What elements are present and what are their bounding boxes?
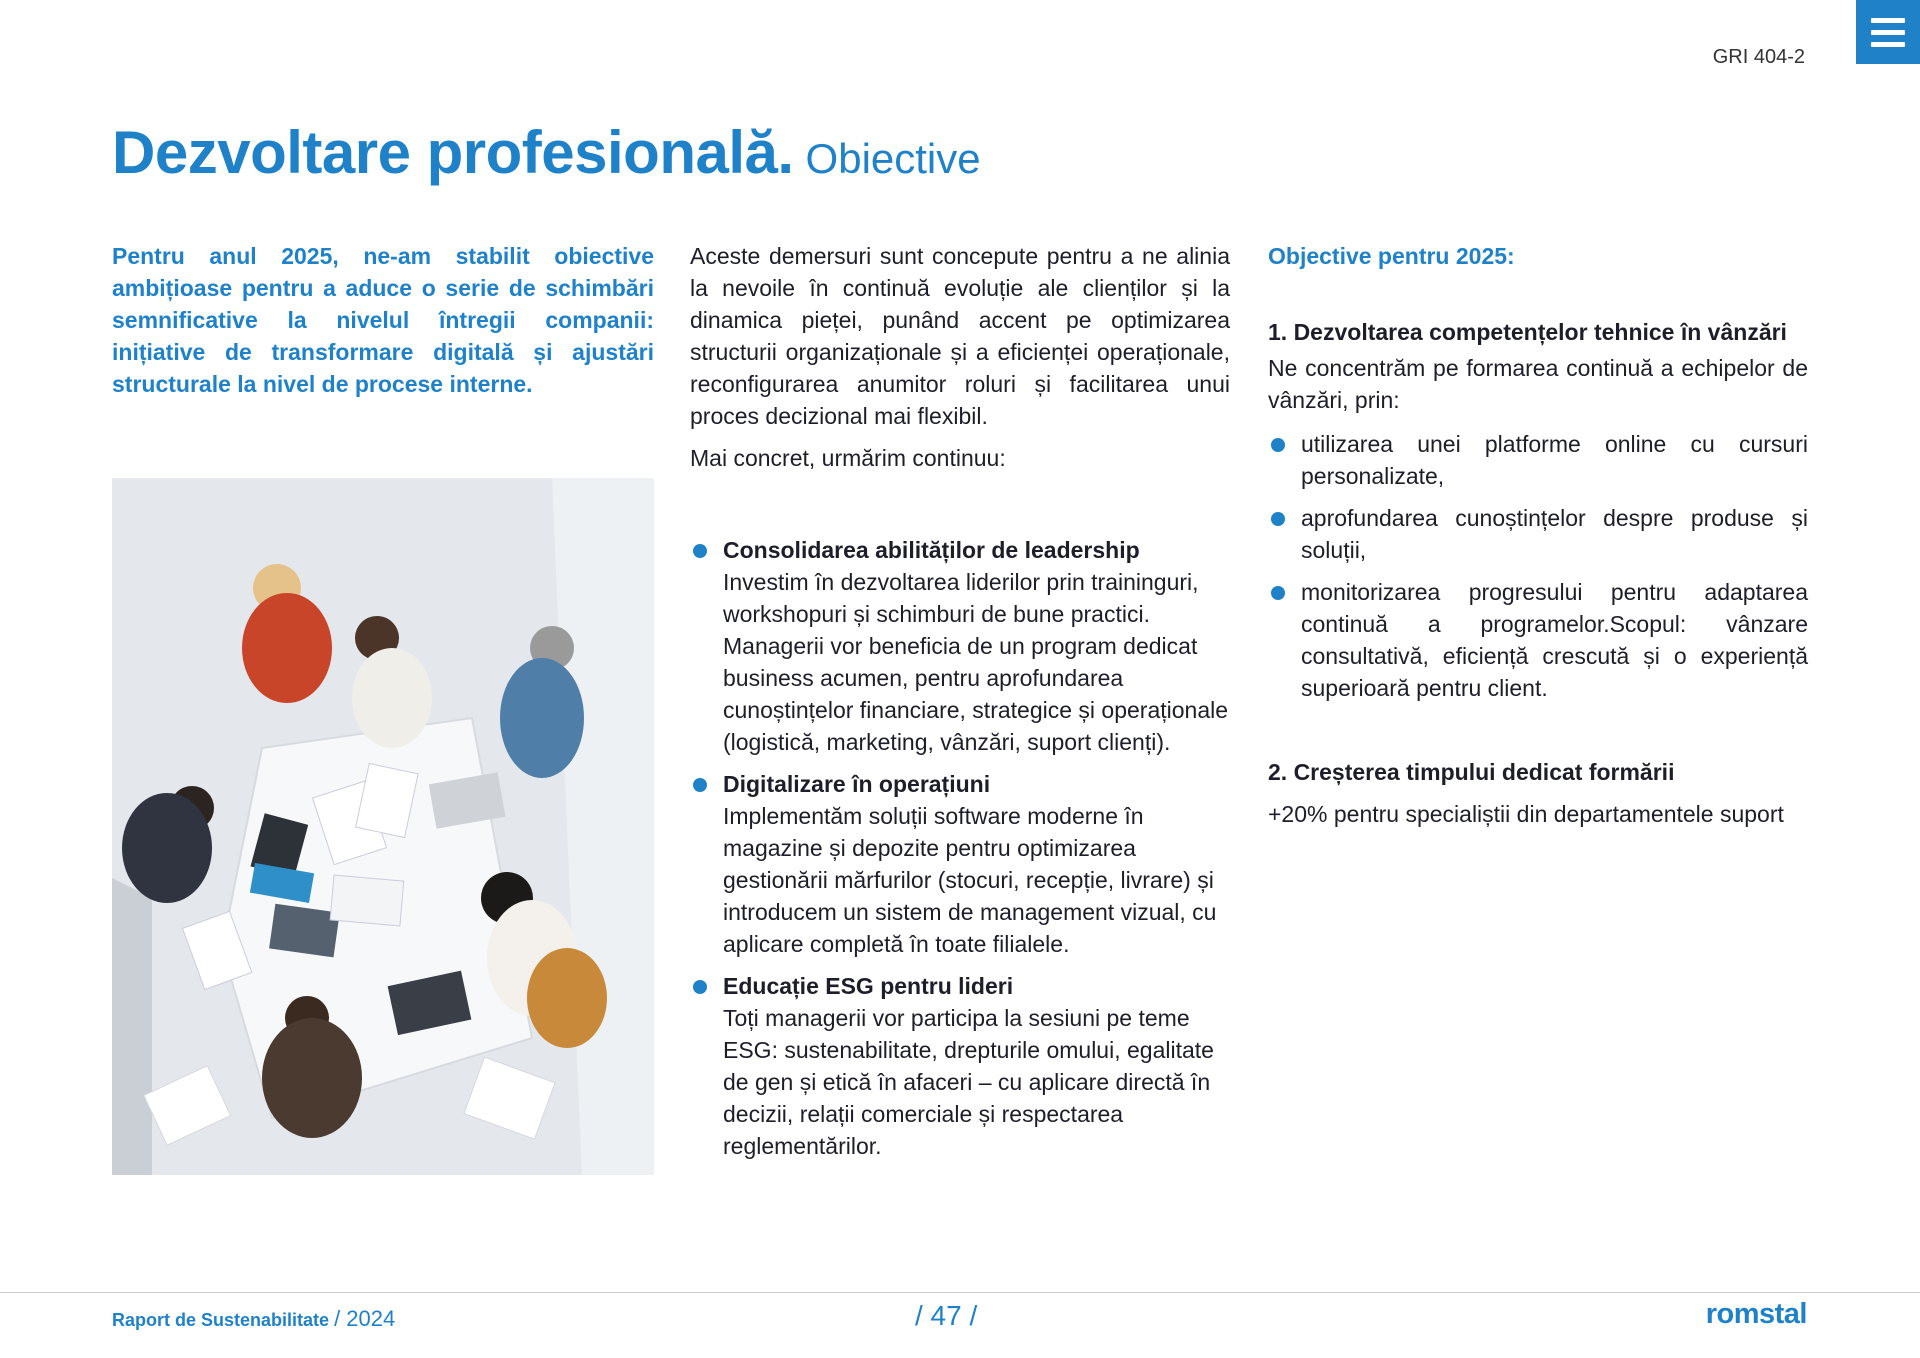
list-item [690, 768, 1230, 960]
section2-title: 2. Creșterea timpului dedicat formării [1268, 759, 1675, 785]
team-meeting-illustration [112, 478, 654, 1175]
romstal-logo[interactable]: romstal [1705, 1298, 1807, 1330]
bullet-text: monitorizarea progresului pentru adaptarea continuă a programelor.Scopul: vânzare consultativă, eficiență crescută și o experiență superioară pentru client. [1301, 579, 1808, 701]
bullet-icon [1271, 586, 1285, 600]
gri-code: GRI 404-2 [1712, 46, 1805, 68]
menu-bar [1871, 18, 1905, 23]
middle-paragraph-2: Mai concret, urmărim continuu: [690, 445, 1006, 471]
bullet-icon [693, 778, 707, 792]
bullet-title: Educație ESG pentru lideri [723, 973, 1014, 999]
bullet-text: Investim în dezvoltarea liderilor prin traininguri, workshopuri și schimburi de bune practici. Managerii vor beneficia de un program dedicat business acumen, pentru aprofundarea cunoștințelor financiare, strategice și operaționale (logistică, marketing, vânzări, suport clienți). [723, 569, 1229, 755]
section2-text: +20% pentru specialiștii din departamentele suport [1268, 801, 1784, 827]
bullet-text: Toți managerii vor participa la sesiuni pe teme ESG: sustenabilitate, drepturile omului, egalitate de gen și etică în afaceri – cu aplicare directă în decizii, relații comerciale și respectarea reglementărilor. [723, 1005, 1214, 1159]
middle-bullet-list [690, 534, 1230, 1162]
list-item [1268, 428, 1808, 492]
bullet-title: Consolidarea abilităților de leadership [723, 537, 1140, 563]
list-item [690, 970, 1230, 1162]
list-item [1268, 502, 1808, 566]
bullet-icon [693, 544, 707, 558]
section1-intro: Ne concentrăm pe formarea continuă a echipelor de vânzări, prin: [1268, 355, 1808, 413]
page-title-sub: Obiective [805, 135, 981, 182]
intro-text: Pentru anul 2025, ne-am stabilit obiective ambițioase pentru a aduce o serie de schimbări semnificative la nivelul întregii companii: inițiative de transformare digitală și ajustări structurale la nivel de procese interne. [112, 243, 654, 397]
section1-bullet-list [1268, 428, 1808, 704]
bullet-title: Digitalizare în operațiuni [723, 771, 991, 797]
hamburger-menu-icon[interactable] [1856, 0, 1920, 64]
objectives-heading: Objective pentru 2025: [1268, 243, 1515, 269]
bullet-icon [1271, 512, 1285, 526]
team-meeting-photo [112, 478, 654, 1175]
bullet-icon [1271, 438, 1285, 452]
bullet-icon [693, 980, 707, 994]
middle-paragraph-1: Aceste demersuri sunt concepute pentru a ne alinia la nevoile în continuă evoluție ale clienților și la dinamica pieței, punând accent pe optimizarea structurii organizaționale și a eficienței operaționale, reconfigurarea anumitor roluri și facilitarea unui proces decizional mai flexibil. [690, 243, 1230, 429]
page-title-main: Dezvoltare profesională. [112, 119, 794, 186]
bullet-text: Implementăm soluții software moderne în magazine și depozite pentru optimizarea gestionării mărfurilor (stocuri, recepție, livrare) și introducem un sistem de management vizual, cu aplicare completă în toate filialele. [723, 803, 1217, 957]
menu-bar [1871, 30, 1905, 35]
page-title [112, 118, 981, 187]
footer-divider [0, 1292, 1920, 1293]
right-column [1268, 240, 1808, 840]
bullet-text: aprofundarea cunoștințelor despre produse și soluții, [1301, 505, 1808, 563]
footer-report-title: Raport de Sustenabilitate [112, 1310, 330, 1330]
footer-report [112, 1306, 395, 1332]
list-item [690, 534, 1230, 758]
left-column [112, 240, 654, 400]
page-number: / 47 / [915, 1300, 978, 1331]
footer-year: / 2024 [334, 1306, 396, 1331]
bullet-text: utilizarea unei platforme online cu cursuri personalizate, [1301, 431, 1808, 489]
middle-column [690, 240, 1230, 1172]
section1-title: 1. Dezvoltarea competențelor tehnice în vânzări [1268, 319, 1787, 345]
menu-bar [1871, 42, 1905, 47]
list-item [1268, 576, 1808, 704]
